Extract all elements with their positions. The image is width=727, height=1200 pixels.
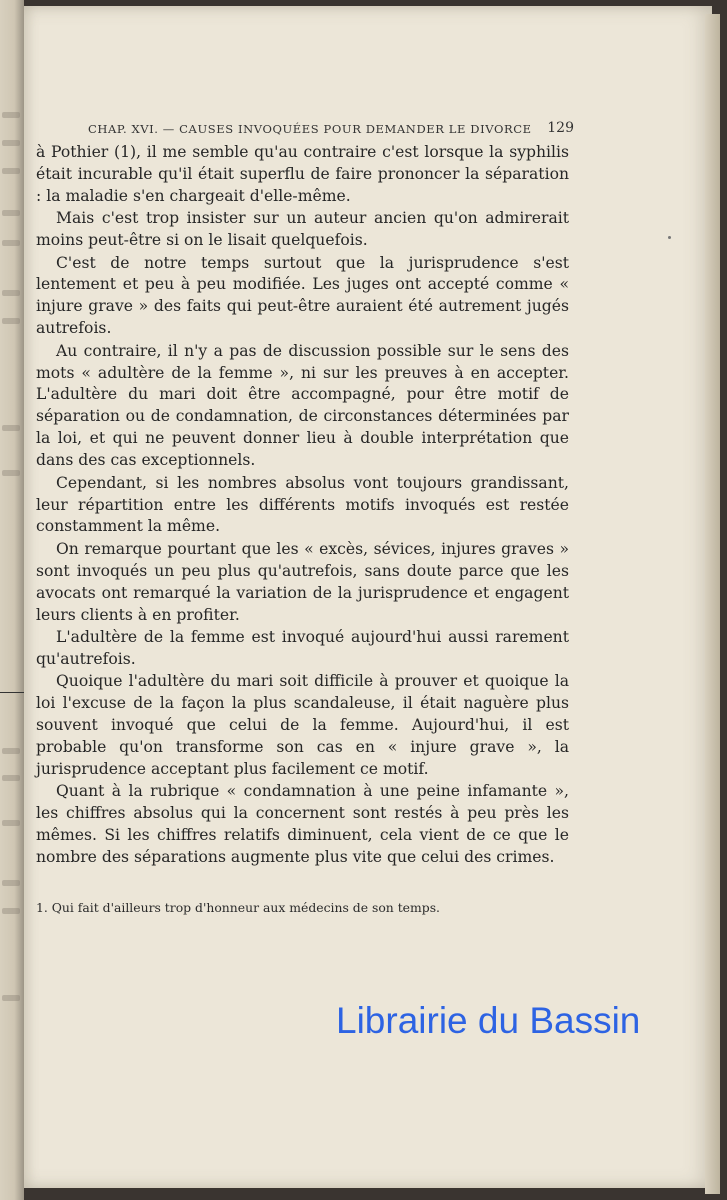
paragraph: à Pothier (1), il me semble qu'au contraire c'est lorsque la syphilis était incurable qu'il était superflu de faire prononcer la séparation : la maladie s'en chargeait d'elle-même.	[36, 143, 569, 205]
running-header	[88, 122, 574, 136]
facing-page-edge	[0, 0, 24, 1200]
paragraph: Au contraire, il n'y a pas de discussion possible sur le sens des mots « adultère de la femme », ni sur les preuves à en accepter. L'adultère du mari doit être accompagné, pour être motif de séparation ou de condamnation, de circonstances déterminées par la loi, et qui ne peuvent donner lieu à double interprétation que dans des cas exceptionnels.	[36, 341, 569, 470]
footnote: 1. Qui fait d'ailleurs trop d'honneur aux médecins de son temps.	[36, 900, 440, 915]
paragraph: Mais c'est trop insister sur un auteur ancien qu'on admirerait moins peut-être si on le lisait quelquefois.	[36, 209, 569, 250]
page-edge	[705, 14, 720, 1194]
paper-speck	[668, 236, 671, 239]
watermark: Librairie du Bassin	[336, 1000, 641, 1041]
paragraph: On remarque pourtant que les « excès, sévices, injures graves » sont invoqués un peu plus qu'autrefois, sans doute parce que les avocats ont remarqué la variation de la jurisprudence et engagent leurs clients à en profiter.	[36, 539, 569, 624]
body-text	[36, 142, 569, 869]
running-title: CHAP. XVI. — CAUSES INVOQUÉES POUR DEMANDER LE DIVORCE	[88, 122, 532, 136]
paragraph: Quant à la rubrique « condamnation à une peine infamante », les chiffres absolus qui la concernent sont restés à peu près les mêmes. Si les chiffres relatifs diminuent, cela vient de ce que le nombre des séparations augmente plus vite que celui des crimes.	[36, 782, 569, 866]
margin-rule	[0, 692, 24, 693]
paragraph: C'est de notre temps surtout que la jurisprudence s'est lentement et peu à peu modifiée. Les juges ont accepté comme « injure grave » des faits qui peut-être auraient été autrement jugés autrefois.	[36, 253, 569, 338]
paragraph: Quoique l'adultère du mari soit difficile à prouver et quoique la loi l'excuse de la façon la plus scandaleuse, il était naguère plus souvent invoqué que celui de la femme. Aujourd'hui, il est probable qu'on transforme son cas en « injure grave », la jurisprudence acceptant plus facilement ce motif.	[36, 672, 569, 778]
paragraph: Cependant, si les nombres absolus vont toujours grandissant, leur répartition entre les différents motifs invoqués est restée constamment la même.	[36, 473, 569, 536]
page-number: 129	[547, 120, 574, 136]
paragraph: L'adultère de la femme est invoqué aujourd'hui aussi rarement qu'autrefois.	[36, 627, 569, 668]
